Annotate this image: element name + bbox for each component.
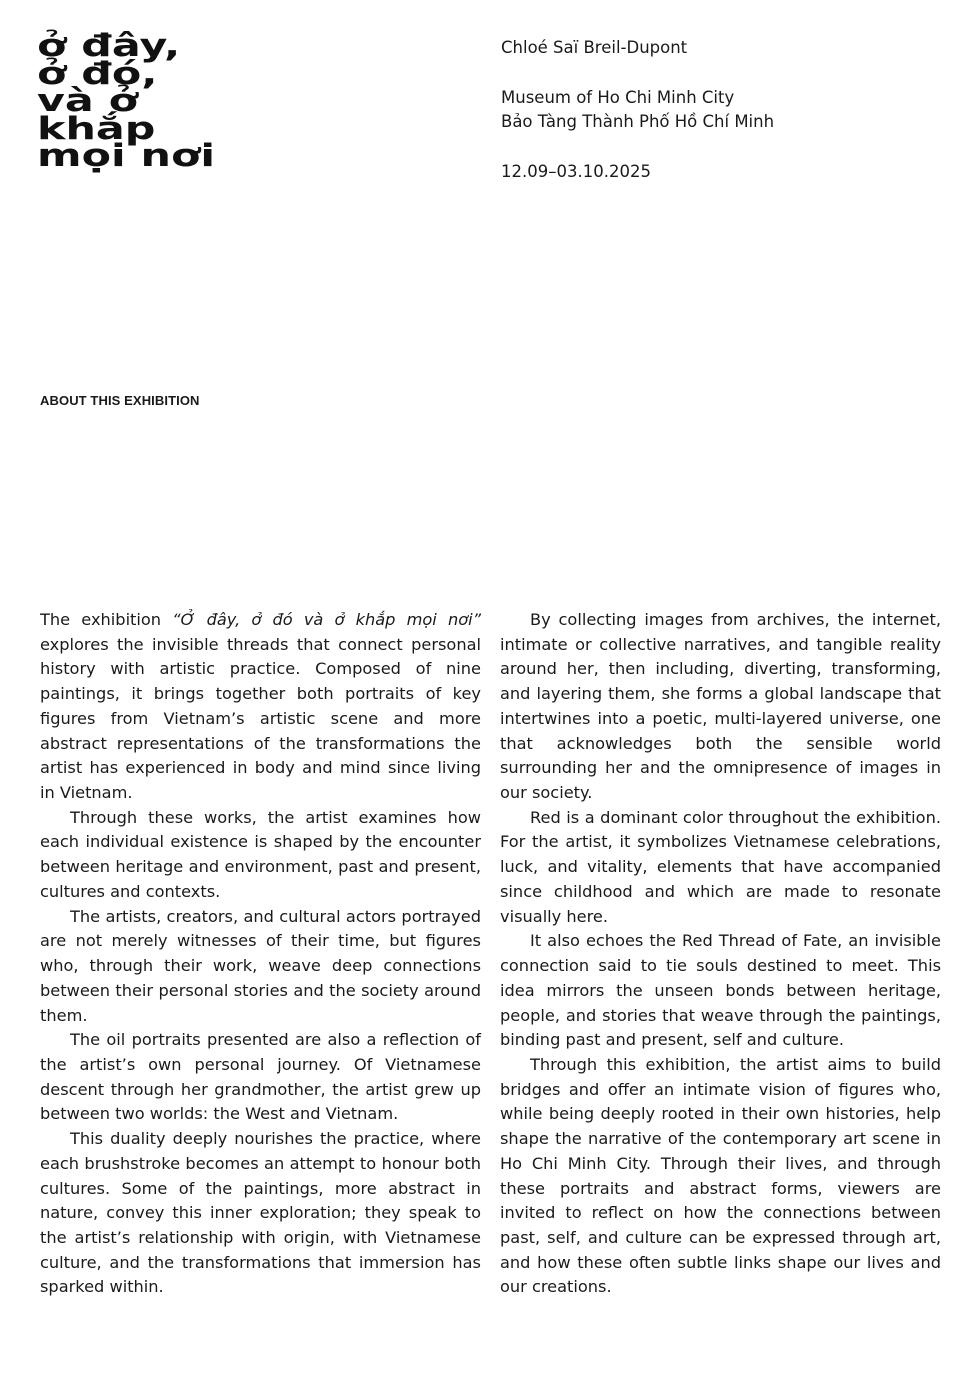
- exhibition-title-quote: “Ở đây, ở đó và ở khắp mọi nơi”: [172, 610, 481, 629]
- title-line-5: mọi nơi: [37, 138, 216, 174]
- paragraph: It also echoes the Red Thread of Fate, an invisible connection said to tie souls destined to meet. This idea mirrors the unseen bonds between heritage, people, and stories that weave through the paintings, binding past and present, self and culture.: [500, 931, 941, 1050]
- venue-name-vi: Bảo Tàng Thành Phố Hồ Chí Minh: [501, 112, 775, 131]
- artist-name: Chloé Saï Breil-Dupont: [501, 38, 688, 57]
- title-line-4: khắp: [37, 110, 156, 147]
- body-columns: [40, 608, 941, 1300]
- venue-name-en: Museum of Ho Chi Minh City: [501, 87, 735, 107]
- title-line-1: ở đây,: [37, 28, 181, 64]
- venue-block: [501, 86, 774, 135]
- section-heading-about: ABOUT THIS EXHIBITION: [40, 393, 200, 408]
- title-line-2: ở đó,: [37, 55, 158, 92]
- paragraph-intro: The exhibition: [40, 610, 173, 629]
- paragraph: [40, 608, 481, 806]
- paragraph: Red is a dominant color throughout the exhibition. For the artist, it symbolizes Vietnamese celebrations, luck, and vitality, elements that have accompanied since childhood and which are made to resonate visually here.: [500, 807, 941, 926]
- paragraph: By collecting images from archives, the internet, intimate or collective narratives, and tangible reality around her, then including, diverting, transforming, and layering them, she forms a global landscape that intertwines into a poetic, multi-layered universe, one that acknowledges both the sensible world surrounding her and the omnipresence of images in our society.: [500, 610, 941, 803]
- paragraph: This duality deeply nourishes the practice, where each brushstroke becomes an attempt to honour both cultures. Some of the paintings, more abstract in nature, convey this inner exploration; they speak to the artist’s relationship with origin, with Vietnamese culture, and the transformations that immersion has sparked within.: [40, 1129, 481, 1297]
- right-column: [500, 608, 941, 1300]
- artist-block: [501, 36, 774, 61]
- title-line-3: và ở: [37, 83, 139, 119]
- paragraph: Through these works, the artist examines how each individual existence is shaped by the encounter between heritage and environment, past and present, cultures and contexts.: [40, 807, 481, 901]
- paragraph-rest: explores the invisible threads that connect personal history with artistic practice. Composed of nine paintings, it brings together both portraits of key figures from Vietnam’s artistic scene and more abstract representations of the transformations the artist has experienced in body and mind since living in Vietnam.: [40, 634, 481, 803]
- paragraph: Through this exhibition, the artist aims to build bridges and offer an intimate vision of figures who, while being deeply rooted in their own histories, help shape the narrative of the contemporary art scene in Ho Chi Minh City. Through their lives, and through these portraits and abstract forms, viewers are invited to reflect on how the connections between past, self, and culture can be expressed through art, and how these often subtle links shape our lives and our creations.: [500, 1054, 941, 1297]
- dates-block: [501, 160, 774, 185]
- left-column: [40, 608, 481, 1300]
- exhibition-dates: 12.09–03.10.2025: [501, 161, 651, 181]
- paragraph: The oil portraits presented are also a reflection of the artist’s own personal journey. Of Vietnamese descent through her grandmother, the artist grew up between two worlds: the West and Vietnam.: [40, 1030, 481, 1124]
- paragraph: The artists, creators, and cultural actors portrayed are not merely witnesses of their time, but figures who, through their work, weave deep connections between their personal stories and the society around them.: [40, 906, 481, 1025]
- exhibition-info: [501, 36, 774, 209]
